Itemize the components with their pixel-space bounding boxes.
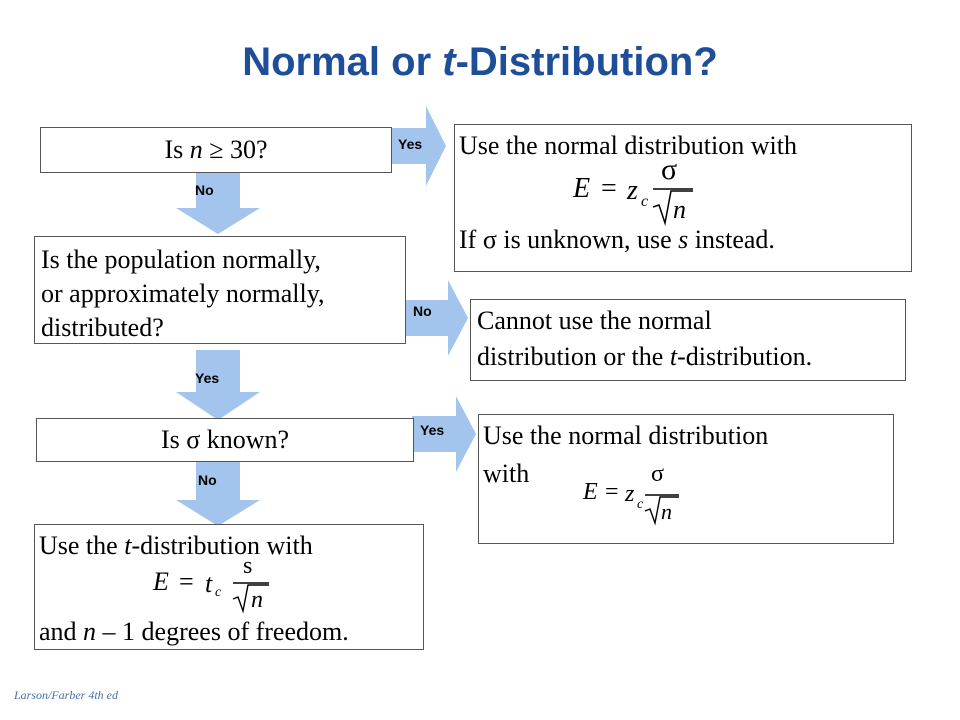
arrow-down-no-1 (176, 172, 260, 234)
question-sigma-known: Is σ known? (36, 418, 414, 462)
question-sample-size: Is n ≥ 30? (40, 127, 392, 173)
label-no-1: No (195, 182, 214, 198)
page-title: Normal or t-Distribution? (242, 40, 718, 84)
label-yes-3: Yes (420, 422, 445, 438)
credit-text: Larson/Farber 4th ed (14, 688, 119, 702)
label-yes-2: Yes (195, 370, 220, 386)
label-no-3: No (198, 472, 217, 488)
result-normal-distribution-2: Use the normal distribution with E = z c σ n (478, 414, 894, 544)
label-no-2: No (413, 303, 432, 319)
arrow-down-no-3 (176, 460, 260, 526)
result-t-distribution: Use the t-distribution with E = t c s n and n – 1 degrees of freedom. (34, 524, 424, 650)
result-cannot-use: Cannot use the normal distribution or the t-distribution. (470, 299, 906, 381)
question-population-normal: Is the population normally, or approximately normally, distributed? (34, 236, 406, 344)
label-yes-1: Yes (398, 136, 423, 152)
result-normal-distribution-1: Use the normal distribution with E = z c σ n If σ is unknown, use s instead. (454, 124, 912, 272)
